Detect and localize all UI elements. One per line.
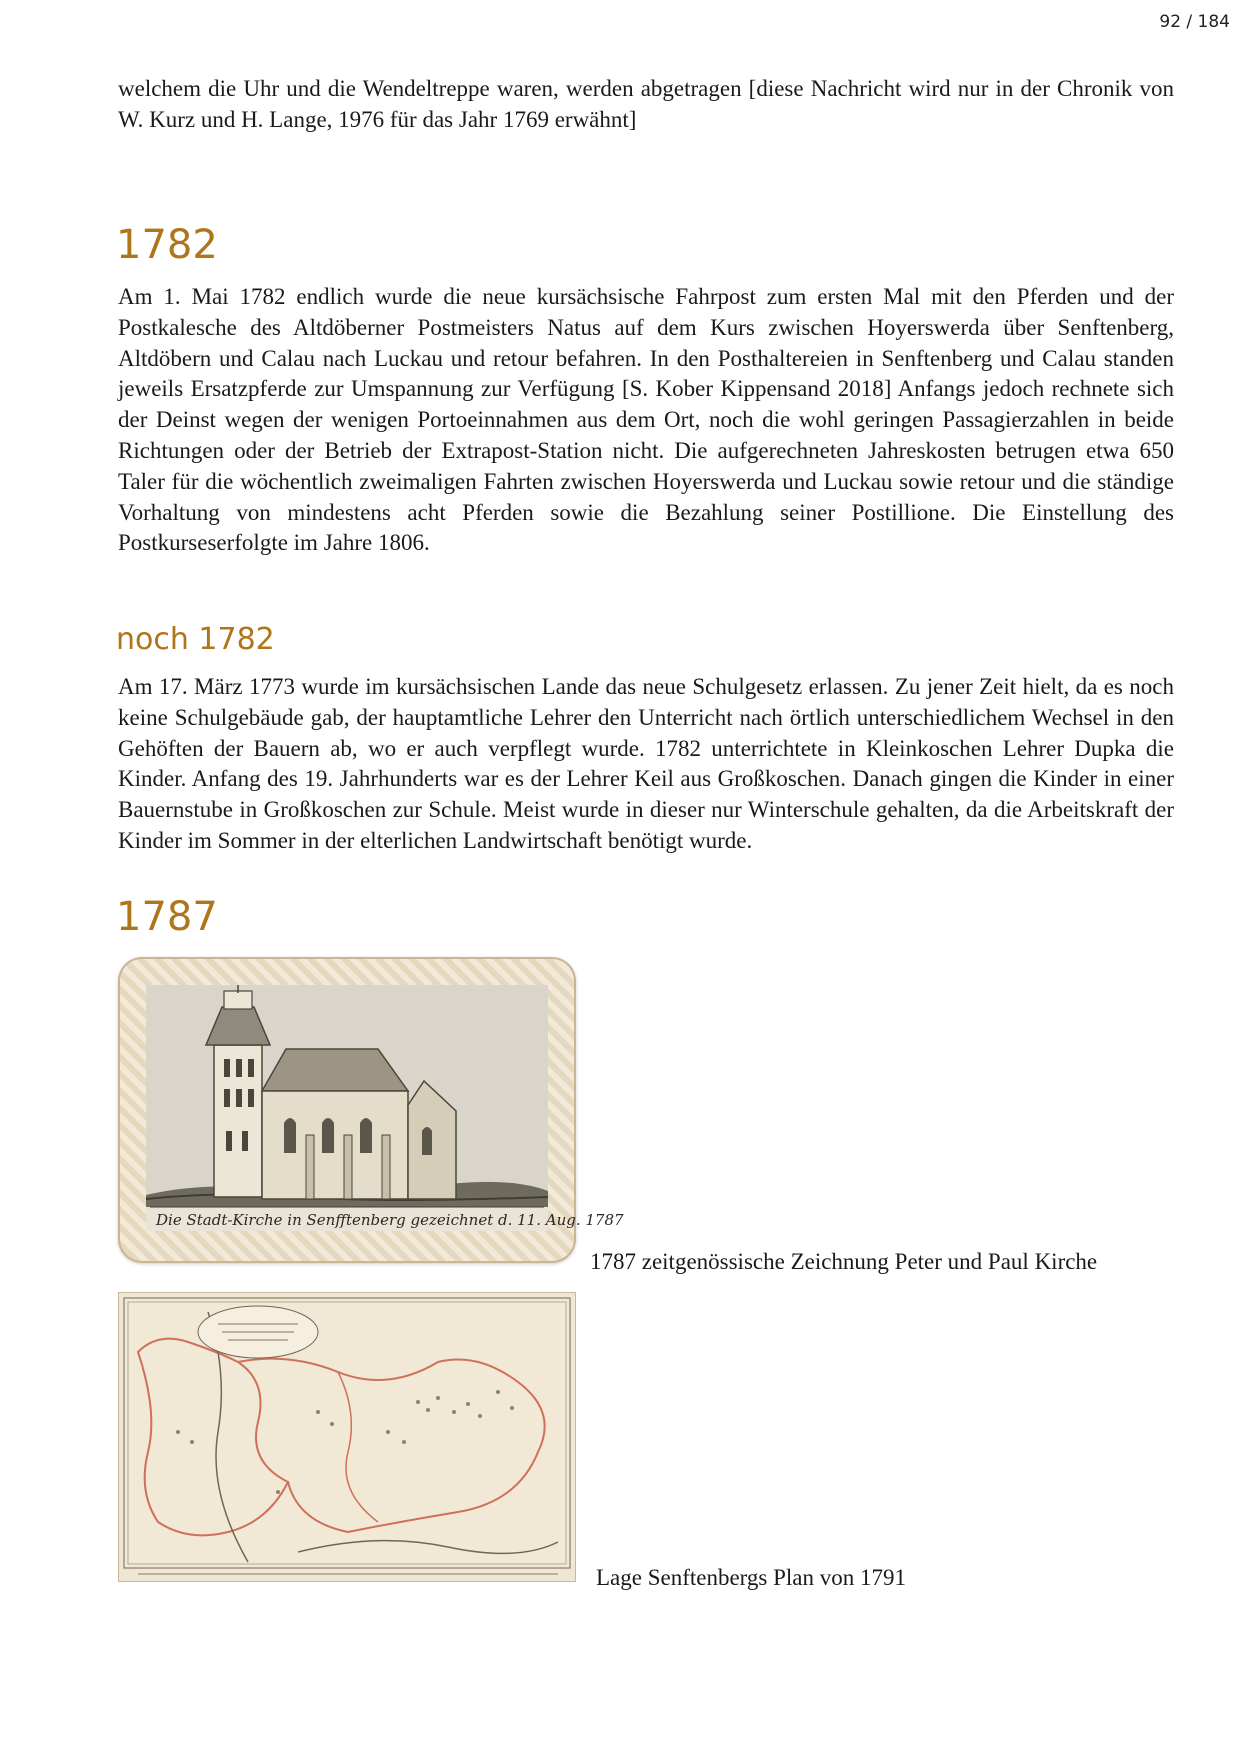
section-heading-1787: 1787 <box>116 894 218 940</box>
church-drawing-caption: 1787 zeitgenössische Zeichnung Peter und Paul Kirche <box>590 1249 1098 1274</box>
historic-map <box>118 1292 576 1582</box>
page-number: 92 / 184 <box>1159 12 1230 32</box>
historic-map-caption: Lage Senftenbergs Plan von 1791 <box>596 1565 907 1590</box>
church-drawing <box>146 985 624 1231</box>
section-heading-1782: 1782 <box>116 222 218 268</box>
section-paragraph-1782: Am 1. Mai 1782 endlich wurde die neue kursächsische Fahrpost zum ersten Mal mit den Pferden und der Postkalesche des Altdöberner Postmeisters Natus auf dem Kurs zwischen Hoyerswerda über Senftenberg, Altdöbern und Calau nach Luckau und retour befahren. In den Posthaltereien in Senftenberg und Calau standen jeweils Ersatzpferde zur Umspannung zur Verfügung [S. Kober Kippensand 2018] Anfangs jedoch rechnete sich der Deinst wegen der wenigen Portoeinnahmen aus dem Ort, noch die wohl geringen Passagierzahlen in beide Richtungen oder der Betrieb der Extrapost-Station nicht. Die aufgerechneten Jahreskosten betrugen etwa 650 Taler für die wöchentlich zweimaligen Fahrten zwischen Hoyerswerda und Luckau sowie retour und die ständige Vorhaltung von mindestens acht Pferden sowie die Bezahlung seiner Postillione. Die Einstellung des Postkurseserfolgte im Jahre 1806. <box>118 284 1174 556</box>
church-drawing-inscription: Die Stadt-Kirche in Senfftenberg gezeichnet d. 11. Aug. 1787 <box>156 1211 624 1229</box>
historic-map-image <box>118 1292 576 1582</box>
intro-paragraph: welchem die Uhr und die Wendeltreppe waren, werden abgetragen [diese Nachricht wird nur in der Chronik von W. Kurz und H. Lange, 1976 für das Jahr 1769 erwähnt] <box>118 76 1174 132</box>
section-paragraph-noch-1782: Am 17. März 1773 wurde im kursächsischen Lande das neue Schulgesetz erlassen. Zu jener Zeit hielt, da es noch keine Schulgebäude gab, der hauptamtliche Lehrer den Unterricht nach örtlich unterschiedlichem Wechsel in den Gehöften der Bauern ab, wo er auch verpflegt wurde. 1782 unterrichtete in Kleinkoschen Lehrer Dupka die Kinder. Anfang des 19. Jahrhunderts war es der Lehrer Keil aus Großkoschen. Danach gingen die Kinder in einer Bauernstube in Großkoschen zur Schule. Meist wurde in dieser nur Winterschule gehalten, da die Arbeitskraft der Kinder im Sommer in der elterlichen Landwirtschaft benötigt wurde. <box>118 674 1174 853</box>
church-drawing-image <box>118 957 624 1263</box>
section-heading-noch-1782: noch 1782 <box>116 622 275 657</box>
